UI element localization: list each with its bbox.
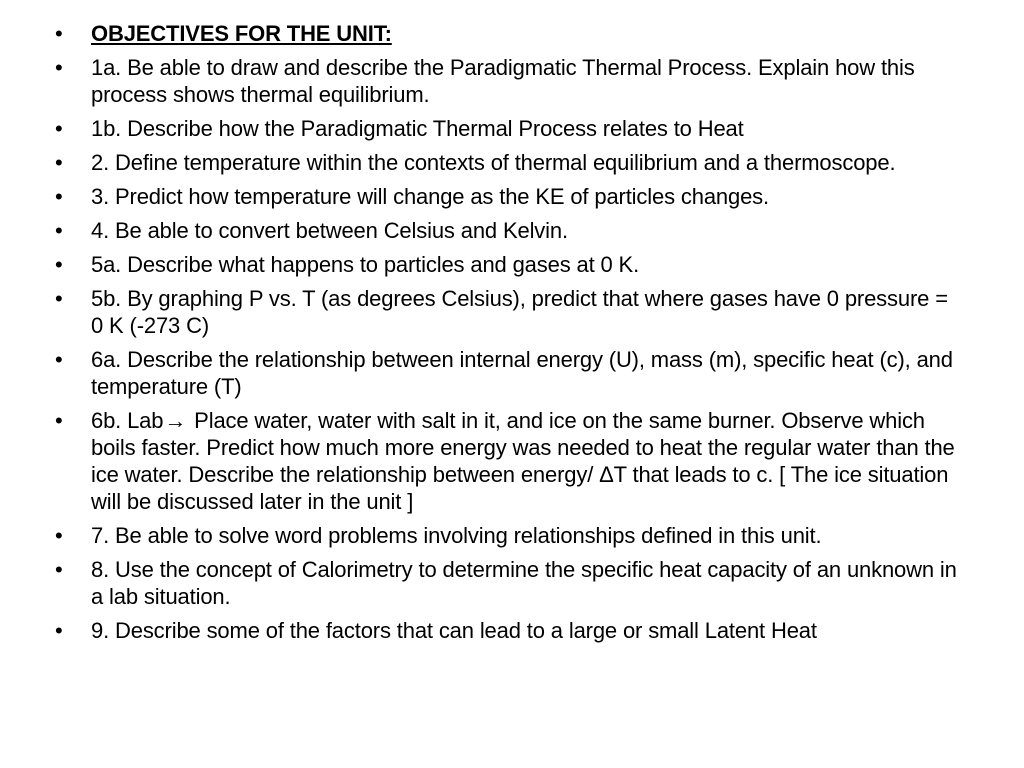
list-item-2 (55, 149, 964, 176)
objective-7-text: 7. Be able to solve word problems involving relationships defined in this unit. (91, 523, 822, 548)
objective-6b-prefix: 6b. Lab (91, 408, 164, 433)
list-item-1a (55, 54, 964, 108)
list-item-5b (55, 285, 964, 339)
bullet-icon: • (55, 21, 63, 46)
objectives-heading: OBJECTIVES FOR THE UNIT: (91, 21, 392, 46)
list-item-3 (55, 183, 964, 210)
bullet-icon: • (55, 286, 63, 311)
objective-6a-text: 6a. Describe the relationship between internal energy (U), mass (m), specific heat (c), and temperature (T) (91, 347, 953, 399)
objective-4-text: 4. Be able to convert between Celsius and Kelvin. (91, 218, 568, 243)
objective-6b-text: Place water, water with salt in it, and ice on the same burner. Observe which boils faster. Predict how much more energy was needed to heat the regular water than the ice water. Describe the relationship between energy/ ΔT that leads to c. [ The ice situation will be discussed later in the unit ] (91, 408, 955, 514)
list-item-6b (55, 407, 964, 515)
list-item-9 (55, 617, 964, 644)
bullet-icon: • (55, 55, 63, 80)
objective-5b-text: 5b. By graphing P vs. T (as degrees Celsius), predict that where gases have 0 pressure = 0 K (-273 C) (91, 286, 948, 338)
bullet-icon: • (55, 347, 63, 372)
bullet-icon: • (55, 618, 63, 643)
objectives-list (55, 20, 964, 644)
bullet-icon: • (55, 252, 63, 277)
bullet-icon: • (55, 218, 63, 243)
bullet-icon: • (55, 408, 63, 433)
objective-8-text: 8. Use the concept of Calorimetry to determine the specific heat capacity of an unknown in a lab situation. (91, 557, 957, 609)
bullet-icon: • (55, 523, 63, 548)
list-item-1b (55, 115, 964, 142)
list-item-heading (55, 20, 964, 47)
list-item-8 (55, 556, 964, 610)
objective-2-text: 2. Define temperature within the contexts of thermal equilibrium and a thermoscope. (91, 150, 896, 175)
bullet-icon: • (55, 116, 63, 141)
right-arrow-icon: → (164, 408, 187, 433)
list-item-5a (55, 251, 964, 278)
list-item-6a (55, 346, 964, 400)
objective-3-text: 3. Predict how temperature will change as the KE of particles changes. (91, 184, 769, 209)
objective-1a-text: 1a. Be able to draw and describe the Paradigmatic Thermal Process. Explain how this process shows thermal equilibrium. (91, 55, 915, 107)
list-item-4 (55, 217, 964, 244)
bullet-icon: • (55, 150, 63, 175)
objective-1b-text: 1b. Describe how the Paradigmatic Thermal Process relates to Heat (91, 116, 744, 141)
objective-9-text: 9. Describe some of the factors that can lead to a large or small Latent Heat (91, 618, 817, 643)
list-item-7 (55, 522, 964, 549)
objective-5a-text: 5a. Describe what happens to particles and gases at 0 K. (91, 252, 640, 277)
bullet-icon: • (55, 184, 63, 209)
bullet-icon: • (55, 557, 63, 582)
